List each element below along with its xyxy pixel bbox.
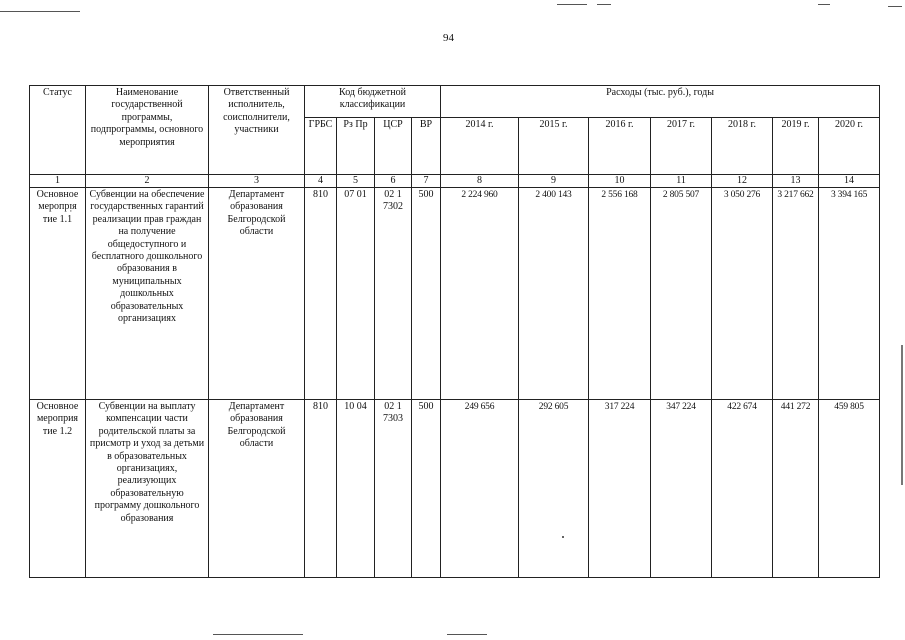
header-executor: Ответственный исполнитель, соисполнители, участники [209, 86, 305, 175]
header-year: 2018 г. [712, 118, 773, 175]
header-year: 2016 г. [589, 118, 651, 175]
header-expenses: Расходы (тыс. руб.), годы [441, 86, 880, 118]
header-year: 2017 г. [651, 118, 712, 175]
row-amount: 2 805 507 [651, 188, 712, 400]
row-csr: 02 1 7303 [375, 400, 412, 578]
scan-artifact-line [447, 634, 487, 635]
row-status: Основное меропрᴉя тие 1.1 [30, 188, 86, 400]
row-status: Основное мероприя тие 1.2 [30, 400, 86, 578]
header-year: 2014 г. [441, 118, 519, 175]
scan-artifact-line [557, 4, 587, 5]
row-amount: 441 272 [773, 400, 819, 578]
header-grbs: ГРБС [305, 118, 337, 175]
page-number: 94 [443, 32, 454, 44]
row-executor: Департамент образования Белгородской области [209, 400, 305, 578]
header-name: Наименование государственной программы, подпрограммы, основного мероприятия [86, 86, 209, 175]
column-number: 8 [441, 175, 519, 188]
column-number: 6 [375, 175, 412, 188]
row-grbs: 810 [305, 400, 337, 578]
column-number: 9 [519, 175, 589, 188]
scan-artifact-line [213, 634, 303, 635]
column-number: 5 [337, 175, 375, 188]
scan-artifact-line [0, 11, 80, 12]
header-vr: ВР [412, 118, 441, 175]
row-amount: 2 400 143 [519, 188, 589, 400]
column-number: 7 [412, 175, 441, 188]
header-budget-code: Код бюджетной классификации [305, 86, 441, 118]
table-row [30, 400, 880, 578]
row-rzpr: 10 04 [337, 400, 375, 578]
scan-artifact-line [818, 4, 830, 5]
row-rzpr: 07 01 [337, 188, 375, 400]
row-amount: 3 217 662 [773, 188, 819, 400]
row-amount: 347 224 [651, 400, 712, 578]
header-csr: ЦСР [375, 118, 412, 175]
row-vr: 500 [412, 188, 441, 400]
row-executor: Департамент образования Белгородской области [209, 188, 305, 400]
row-name: Субвенции на выплату компенсации части родительской платы за присмотр и уход за детьми в образовательных организациях, реализующих образовательную программу дошкольного образования [86, 400, 209, 578]
scan-artifact-edge [901, 345, 903, 485]
column-number: 13 [773, 175, 819, 188]
header-year: 2019 г. [773, 118, 819, 175]
row-amount: 422 674 [712, 400, 773, 578]
table-row [30, 188, 880, 400]
row-amount: 459 805 [819, 400, 880, 578]
row-amount: 249 656 [441, 400, 519, 578]
budget-table [29, 85, 880, 578]
column-number: 2 [86, 175, 209, 188]
column-number: 10 [589, 175, 651, 188]
row-grbs: 810 [305, 188, 337, 400]
row-amount: 2 224 960 [441, 188, 519, 400]
column-number: 14 [819, 175, 880, 188]
row-name: Субвенции на обеспечение государственных гарантий реализации прав граждан на получение общедоступного и бесплатного дошкольного образования в муниципальных дошкольных образовательных организациях [86, 188, 209, 400]
scan-artifact-line [597, 4, 611, 5]
scan-artifact-line [888, 6, 902, 7]
column-number: 4 [305, 175, 337, 188]
header-year: 2020 г. [819, 118, 880, 175]
column-number-row [30, 175, 880, 188]
column-number: 3 [209, 175, 305, 188]
row-vr: 500 [412, 400, 441, 578]
row-amount: 292 605 [519, 400, 589, 578]
row-csr: 02 1 7302 [375, 188, 412, 400]
row-amount: 3 394 165 [819, 188, 880, 400]
column-number: 12 [712, 175, 773, 188]
row-amount: 317 224 [589, 400, 651, 578]
row-amount: 2 556 168 [589, 188, 651, 400]
header-row [30, 86, 880, 118]
header-rzpr: Рз Пр [337, 118, 375, 175]
row-amount: 3 050 276 [712, 188, 773, 400]
header-year: 2015 г. [519, 118, 589, 175]
column-number: 1 [30, 175, 86, 188]
header-status: Статус [30, 86, 86, 175]
column-number: 11 [651, 175, 712, 188]
scan-artifact-dot [562, 536, 564, 538]
